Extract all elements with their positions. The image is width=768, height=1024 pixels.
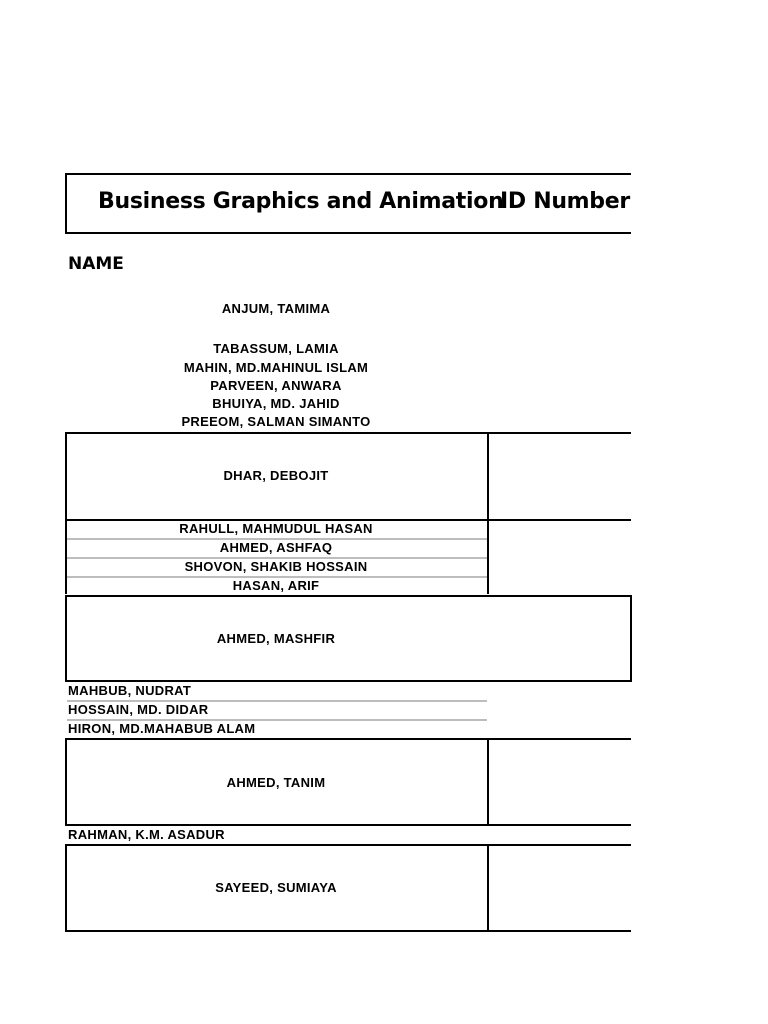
table-border	[487, 738, 489, 826]
table-border	[65, 680, 631, 682]
table-border	[487, 432, 489, 594]
name-row: HIRON, MD.MAHABUB ALAM	[68, 721, 256, 736]
table-border	[65, 824, 631, 826]
name-row: BHUIYA, MD. JAHID	[212, 396, 340, 411]
name-row: MAHIN, MD.MAHINUL ISLAM	[183, 360, 369, 375]
name-row: MAHBUB, NUDRAT	[68, 683, 192, 698]
document-title: Business Graphics and Animation	[98, 189, 504, 214]
table-border	[487, 844, 489, 932]
name-row: RAHMAN, K.M. ASADUR	[68, 827, 225, 842]
table-border	[65, 930, 631, 932]
name-row: AHMED, TANIM	[226, 775, 326, 790]
name-row: PARVEEN, ANWARA	[210, 378, 342, 393]
id-number-heading: ID Number	[500, 189, 630, 214]
name-row: ANJUM, TAMIMA	[221, 301, 331, 316]
name-row: PREEOM, SALMAN SIMANTO	[181, 414, 371, 429]
table-border	[65, 595, 631, 597]
name-row: HOSSAIN, MD. DIDAR	[68, 702, 209, 717]
name-row: SAYEED, SUMIAYA	[215, 880, 337, 895]
table-border	[65, 432, 631, 434]
name-row: HASAN, ARIF	[232, 578, 320, 593]
name-row: AHMED, ASHFAQ	[219, 540, 333, 555]
name-column-heading: NAME	[68, 254, 124, 274]
name-row: TABASSUM, LAMIA	[213, 341, 339, 356]
table-border	[630, 595, 632, 682]
name-row: RAHULL, MAHMUDUL HASAN	[179, 521, 373, 536]
name-row: SHOVON, SHAKIB HOSSAIN	[184, 559, 368, 574]
table-border	[65, 738, 631, 740]
table-border	[65, 844, 631, 846]
name-row: DHAR, DEBOJIT	[223, 468, 329, 483]
name-row: AHMED, MASHFIR	[216, 631, 336, 646]
